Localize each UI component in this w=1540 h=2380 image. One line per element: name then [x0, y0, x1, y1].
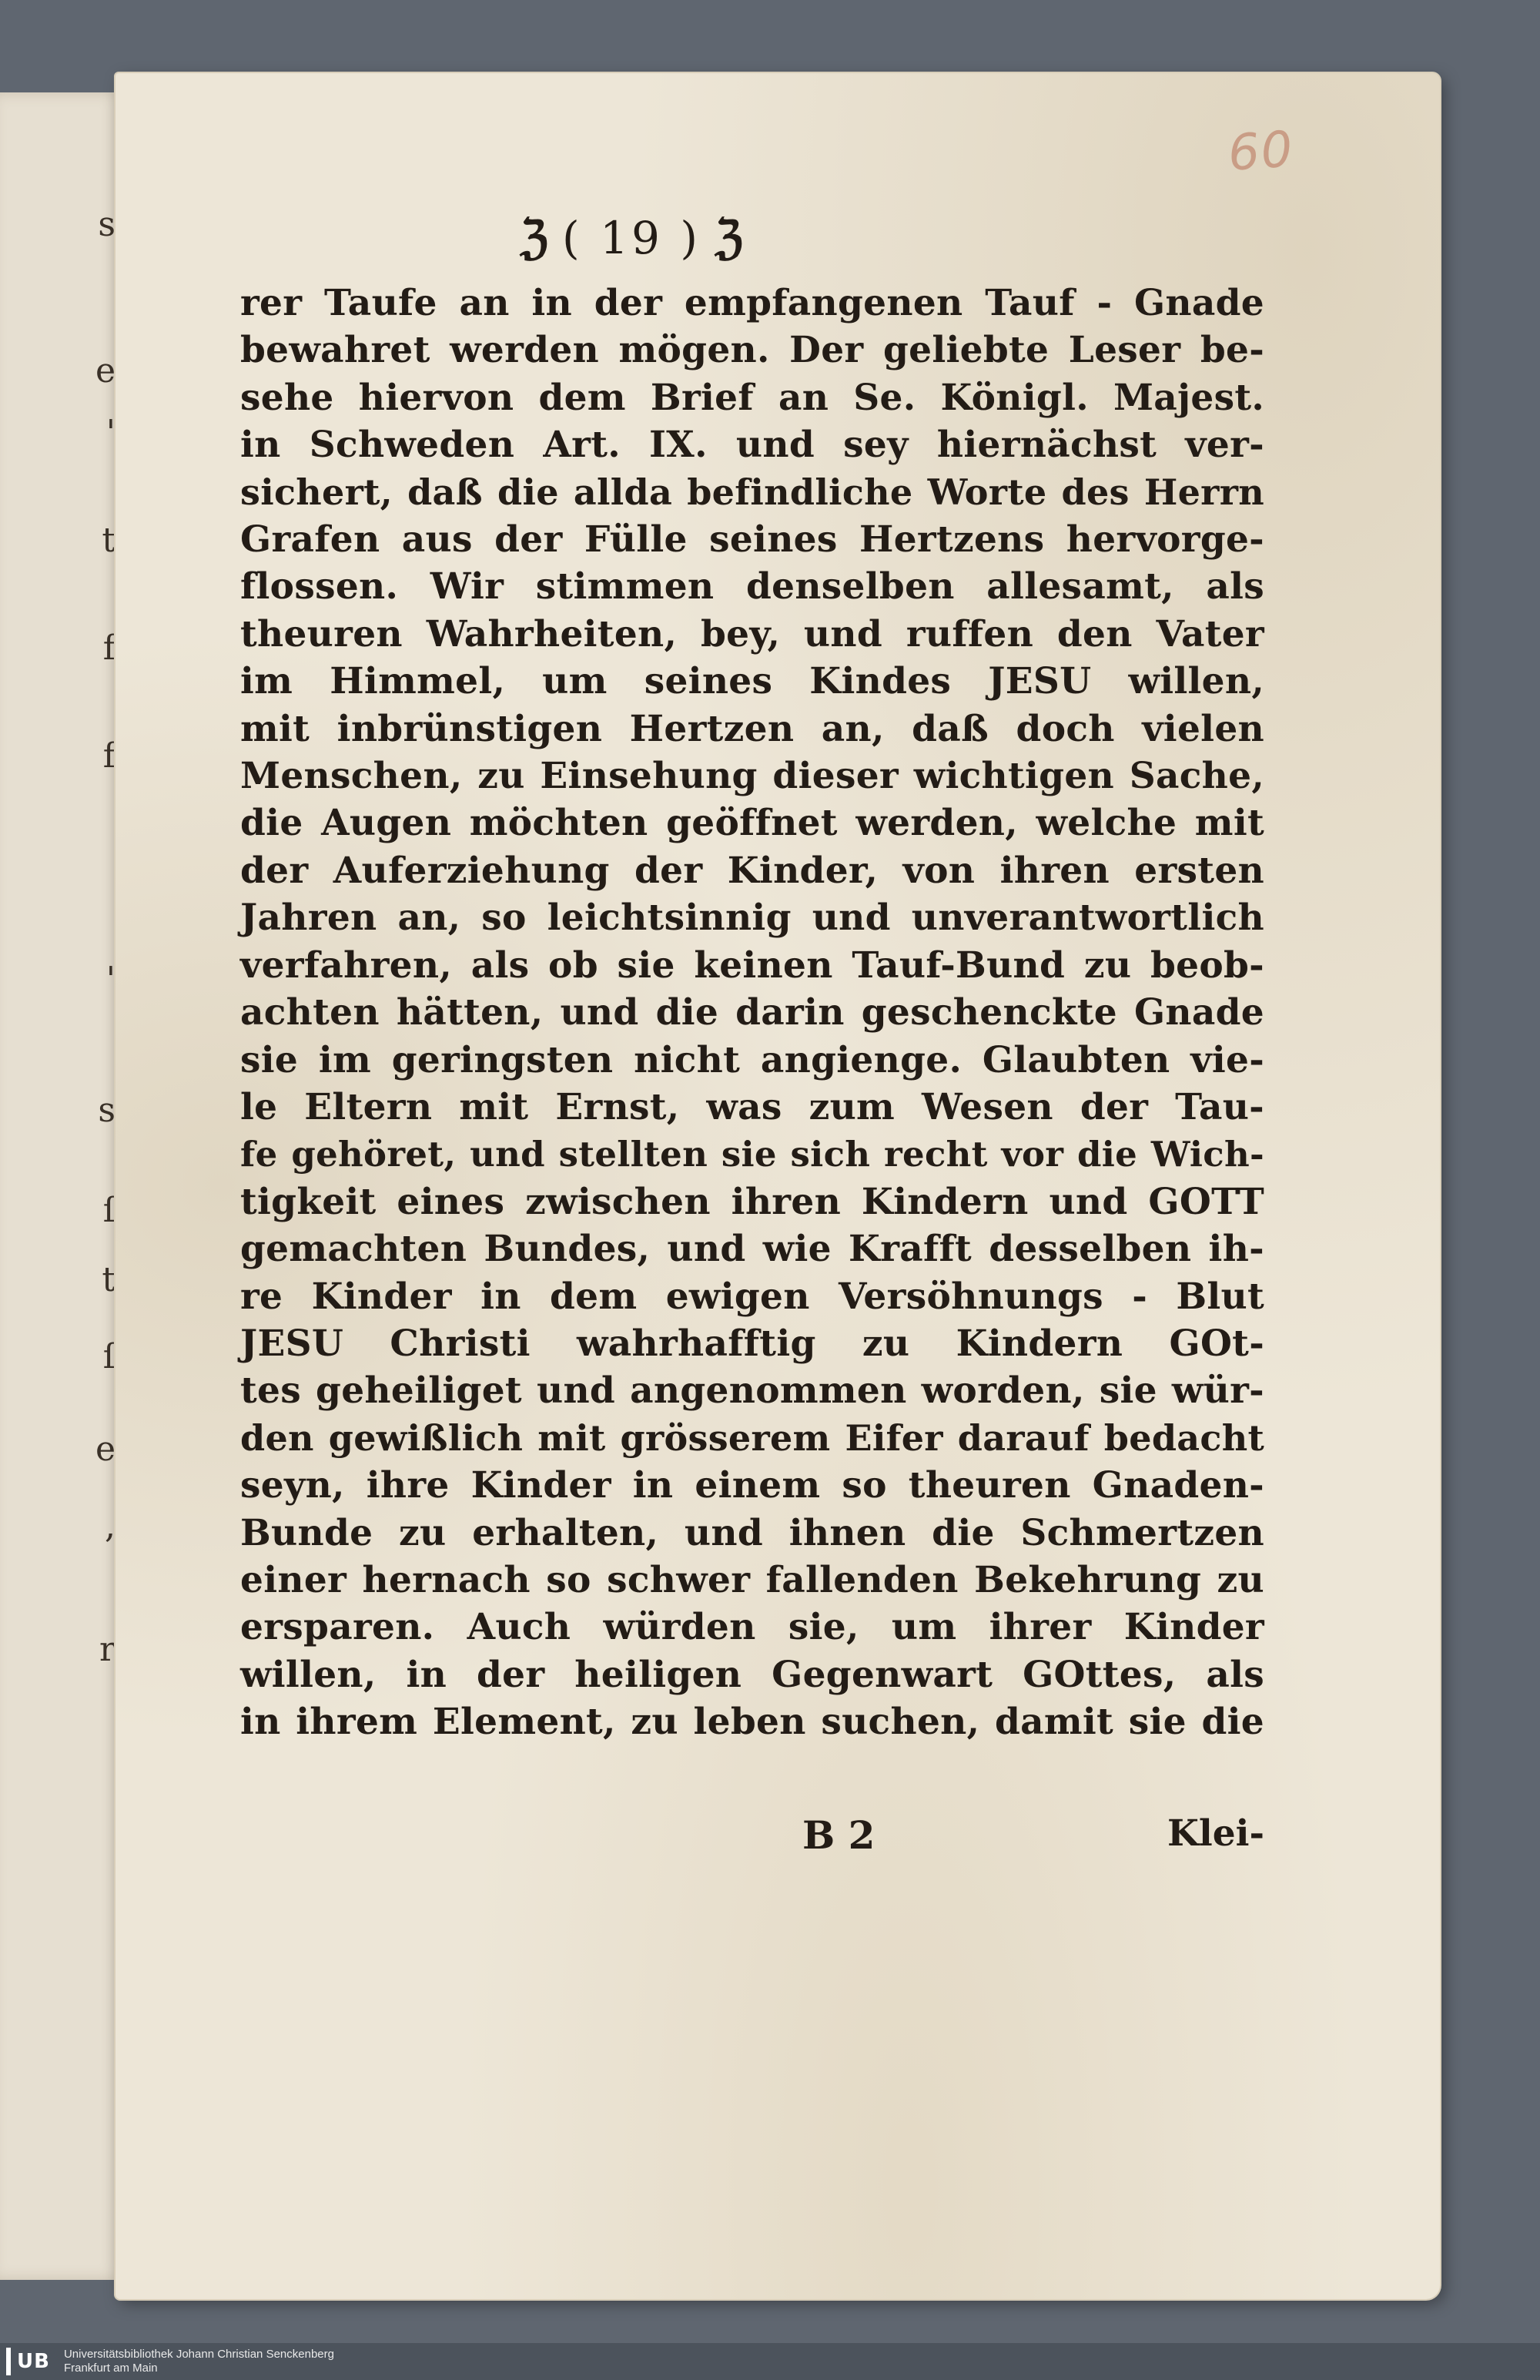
- text-line: Grafen aus der Fülle seines Hertzens hervorge-: [240, 518, 1264, 561]
- page-number: ( 19 ): [562, 212, 701, 264]
- text-line: tes geheiliget und angenommen worden, sie wür-: [240, 1369, 1264, 1413]
- text-line: in ihrem Element, zu leben suchen, damit sie die: [240, 1701, 1264, 1744]
- text-line: sichert, daß die allda befindliche Worte des Herrn: [240, 471, 1264, 513]
- text-line: verfahren, als ob sie keinen Tauf-Bund zu beob-: [240, 944, 1264, 987]
- previous-page-glyph: r: [99, 1630, 116, 1669]
- text-line: gemachten Bundes, und wie Krafft desselben ih-: [240, 1228, 1264, 1271]
- text-line: achten hätten, und die darin geschenckte Gnade: [240, 991, 1264, 1034]
- previous-page-glyph: e: [95, 351, 116, 391]
- text-line: einer hernach so schwer fallenden Bekehrung zu: [240, 1558, 1264, 1601]
- library-footer-bar: [0, 2343, 1540, 2380]
- text-line: im Himmel, um seines Kindes JESU willen,: [240, 660, 1264, 703]
- ornament-left-icon: ℨ: [520, 211, 549, 265]
- text-line: Bunde zu erhalten, und ihnen die Schmertzen: [240, 1511, 1264, 1554]
- previous-page-glyph: ſ: [102, 1337, 116, 1376]
- text-line: der Auferziehung der Kinder, von ihren ersten: [240, 849, 1264, 892]
- text-line: seyn, ihre Kinder in einem so theuren Gnaden-: [240, 1464, 1264, 1507]
- document-page: [116, 73, 1440, 2299]
- text-line: fe gehöret, und stellten sie sich recht vor die Wich-: [240, 1134, 1264, 1175]
- page-footer-row: [240, 1812, 1264, 1859]
- text-line: ersparen. Auch würden sie, um ihrer Kinder: [240, 1606, 1264, 1649]
- text-line: Menschen, zu Einsehung dieser wichtigen Sache,: [240, 755, 1264, 798]
- previous-page-fragment: [0, 92, 125, 2280]
- text-line: theuren Wahrheiten, bey, und ruffen den Vater: [240, 612, 1264, 655]
- text-line: sie im geringsten nicht angienge. Glaubten vie-: [240, 1038, 1264, 1081]
- previous-page-glyph: ſ: [102, 1191, 116, 1230]
- previous-page-text-edge: [0, 92, 123, 2280]
- previous-page-glyph: f: [102, 629, 116, 668]
- library-city: Frankfurt am Main: [63, 2362, 158, 2375]
- previous-page-glyph: t: [102, 1260, 116, 1299]
- body-text: [240, 280, 1264, 1746]
- previous-page-glyph: ': [105, 960, 116, 999]
- previous-page-glyph: t: [102, 521, 116, 560]
- text-line: rer Taufe an in der empfangenen Tauf - Gnade: [240, 282, 1264, 324]
- previous-page-glyph: f: [102, 736, 116, 776]
- text-line: in Schweden Art. IX. und sey hiernächst ver-: [240, 424, 1264, 467]
- text-line: Jahren an, so leichtsinnig und unverantwortlich: [240, 897, 1264, 940]
- previous-page-glyph: ': [105, 413, 116, 452]
- text-line: bewahret werden mögen. Der geliebte Leser be-: [240, 329, 1264, 372]
- text-line: die Augen möchten geöffnet werden, welche mit: [240, 802, 1264, 845]
- library-credit: [64, 2348, 334, 2375]
- text-line: den gewißlich mit grösserem Eifer darauf bedacht: [240, 1416, 1264, 1459]
- text-line: le Eltern mit Ernst, was zum Wesen der Tau-: [240, 1085, 1264, 1128]
- previous-page-glyph: s: [98, 205, 116, 244]
- catchword: Klei-: [1167, 1812, 1264, 1855]
- previous-page-glyph: s: [98, 1091, 116, 1130]
- previous-page-glyph: ,: [105, 1507, 116, 1546]
- pencil-folio-number: 60: [1226, 121, 1296, 183]
- signature-mark: B 2: [802, 1812, 875, 1858]
- running-head: [116, 212, 1147, 264]
- text-line: sehe hiervon dem Brief an Se. Königl. Majest.: [240, 376, 1264, 419]
- text-line: tigkeit eines zwischen ihren Kindern und GOTT: [240, 1180, 1264, 1223]
- library-name: Universitätsbibliothek Johann Christian Senckenberg: [63, 2348, 334, 2361]
- text-line: willen, in der heiligen Gegenwart GOttes, als: [240, 1653, 1264, 1696]
- ub-logo: UB: [6, 2348, 56, 2375]
- text-line: mit inbrünstigen Hertzen an, daß doch vielen: [240, 707, 1264, 750]
- previous-page-glyph: e: [95, 1430, 116, 1469]
- text-line: JESU Christi wahrhafftig zu Kindern GOt-: [240, 1322, 1264, 1365]
- ornament-right-icon: ℨ: [714, 211, 743, 265]
- text-line: re Kinder in dem ewigen Versöhnungs - Blut: [240, 1275, 1264, 1318]
- text-line: flossen. Wir stimmen denselben allesamt, als: [240, 565, 1264, 608]
